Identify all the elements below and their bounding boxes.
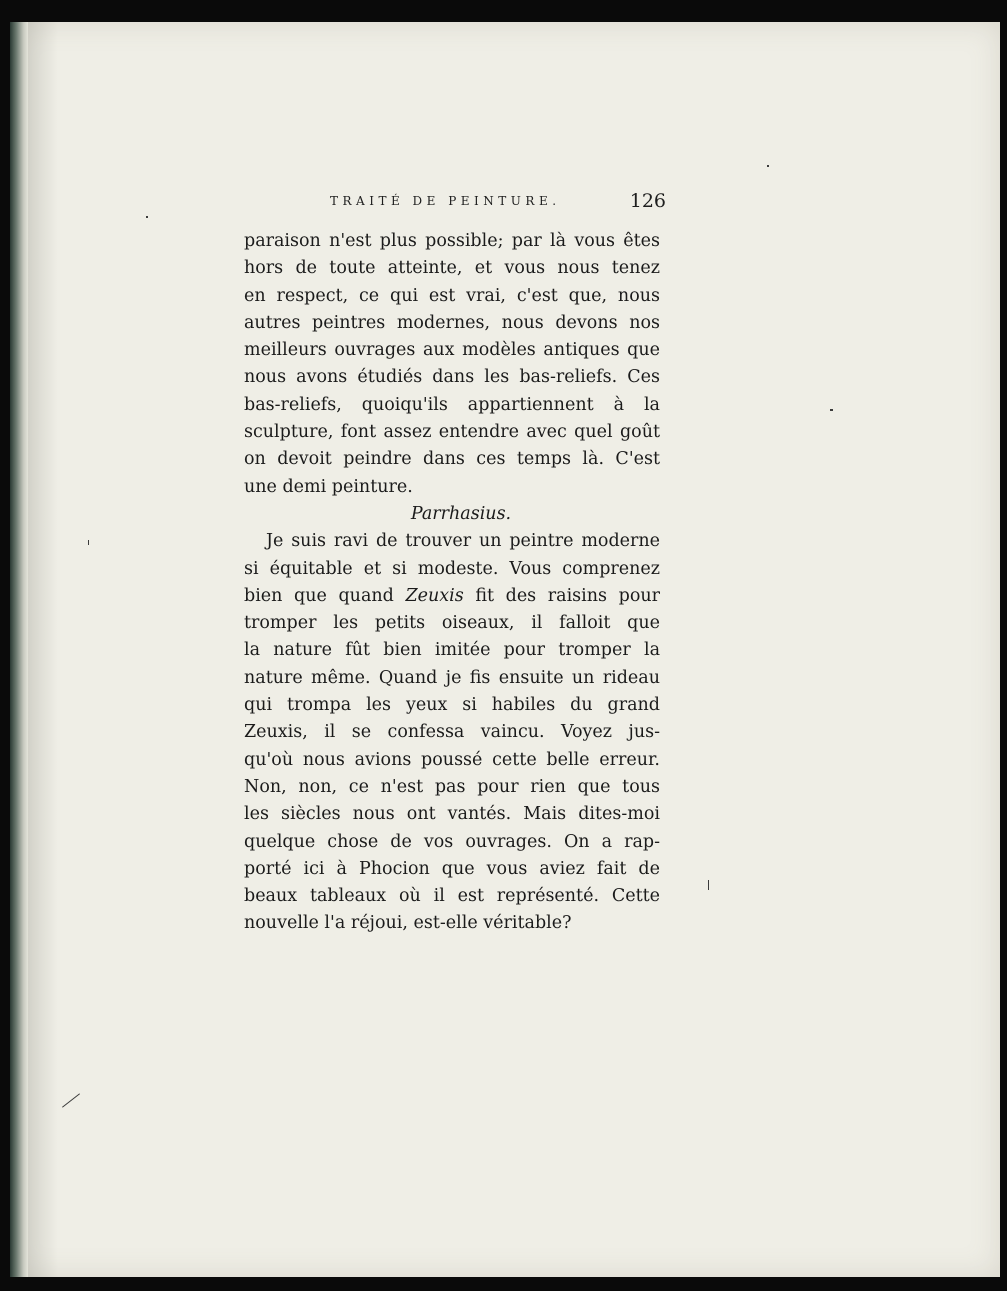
text-line: tromper les petits oiseaux, il falloit que xyxy=(244,613,660,634)
text-line: Non, non, ce n'est pas pour rien que tous xyxy=(244,776,660,797)
text-line: nature même. Quand je fis ensuite un rideau xyxy=(244,667,660,688)
text-segment: bien que quand xyxy=(244,585,406,606)
paper-speck xyxy=(830,409,833,411)
gutter-shadow xyxy=(28,22,58,1277)
text-line: qu'où nous avions poussé cette belle erreur. xyxy=(244,749,660,770)
text-line: hors de toute atteinte, et vous nous tenez xyxy=(244,258,660,279)
text-line: autres peintres modernes, nous devons nos xyxy=(244,312,660,333)
text-line: porté ici à Phocion que vous aviez fait de xyxy=(244,858,660,879)
text-line: Zeuxis, il se confessa vaincu. Voyez jus- xyxy=(244,722,660,743)
page-number: 126 xyxy=(629,190,666,212)
italic-name: Zeuxis xyxy=(405,585,464,606)
text-line: la nature fût bien imitée pour tromper la xyxy=(244,640,660,661)
text-line: bas-reliefs, quoiqu'ils appartiennent à la xyxy=(244,394,660,415)
text-line: paraison n'est plus possible; par là vous êtes xyxy=(244,231,660,251)
body-text xyxy=(244,228,660,938)
text-line: qui trompa les yeux si habiles du grand xyxy=(244,695,660,716)
text-line: quelque chose de vos ouvrages. On a rap- xyxy=(244,831,660,852)
paper-speck xyxy=(146,216,148,218)
paper-speck xyxy=(708,880,709,890)
text-line: Je suis ravi de trouver un peintre moderne xyxy=(266,531,660,552)
text-line xyxy=(244,583,660,610)
text-line: on devoit peindre dans ces temps là. C'est xyxy=(244,449,660,470)
text-segment: fit des raisins pour xyxy=(463,585,660,606)
text-line: beaux tableaux où il est représenté. Cette xyxy=(244,886,660,907)
text-line: nouvelle l'a réjoui, est-elle véritable? xyxy=(244,913,572,934)
text-line: les siècles nous ont vantés. Mais dites-moi xyxy=(244,804,660,825)
text-line: nous avons étudiés dans les bas-reliefs. Ces xyxy=(244,367,660,388)
paper-speck xyxy=(88,540,89,545)
book-spine xyxy=(10,22,28,1277)
text-line: une demi peinture. xyxy=(244,476,413,497)
text-line: en respect, ce qui est vrai, c'est que, nous xyxy=(244,285,660,306)
text-line: si équitable et si modeste. Vous comprenez xyxy=(244,558,660,579)
text-line: meilleurs ouvrages aux modèles antiques que xyxy=(244,340,660,361)
running-title: TRAITÉ DE PEINTURE. xyxy=(330,194,561,208)
page-header xyxy=(330,190,666,216)
text-line: sculpture, font assez entendre avec quel goût xyxy=(244,422,660,443)
speaker-name: Parrhasius. xyxy=(410,503,512,524)
paper-speck xyxy=(767,165,769,167)
